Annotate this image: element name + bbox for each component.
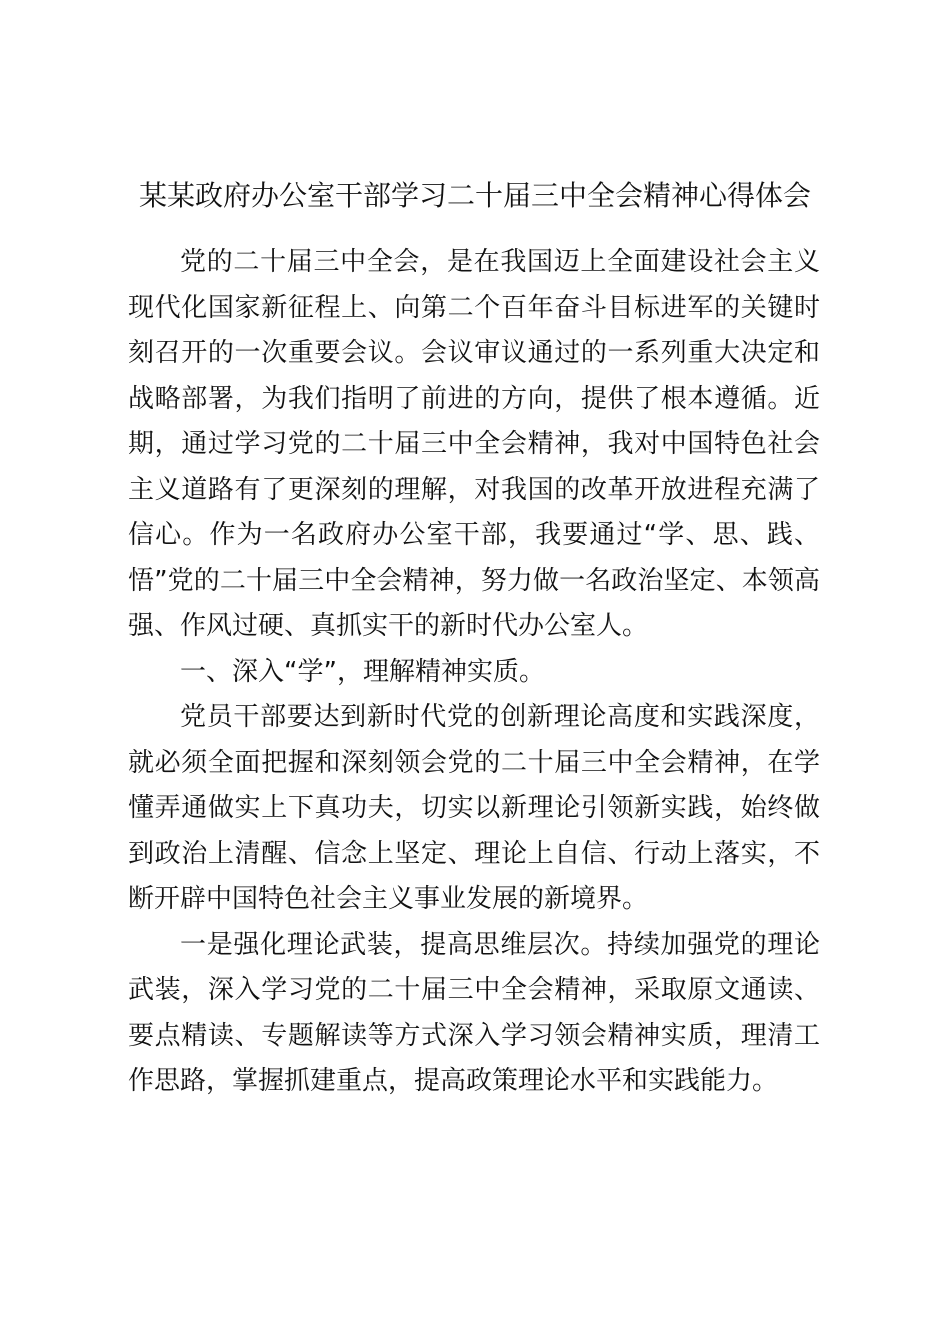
- point-paragraph: 一是强化理论武装，提高思维层次。持续加强党的理论武装，深入学习党的二十届三中全会精神，采取原文通读、要点精读、专题解读等方式深入学习领会精神实质，理清工作思路，掌握抓建重点，提高政策理论水平和实践能力。: [128, 929, 820, 1096]
- intro-paragraph: 党的二十届三中全会，是在我国迈上全面建设社会主义现代化国家新征程上、向第二个百年奋斗目标进军的关键时刻召开的一次重要会议。会议审议通过的一系列重大决定和战略部署，为我们指明了前进的方向，提供了根本遵循。近期，通过学习党的二十届三中全会精神，我对中国特色社会主义道路有了更深刻的理解，对我国的改革开放进程充满了信心。作为一名政府办公室干部，我要通过“学、思、践、悟”党的二十届三中全会精神，努力做一名政治坚定、本领高强、作风过硬、真抓实干的新时代办公室人。: [128, 247, 820, 641]
- document-body: [128, 240, 820, 1105]
- document-title: 某某政府办公室干部学习二十届三中全会精神心得体会: [138, 179, 811, 212]
- section-paragraph: 党员干部要达到新时代党的创新理论高度和实践深度，就必须全面把握和深刻领会党的二十届三中全会精神，在学懂弄通做实上下真功夫，切实以新理论引领新实践，始终做到政治上清醒、信念上坚定、理论上自信、行动上落实，不断开辟中国特色社会主义事业发展的新境界。: [128, 702, 820, 914]
- section-heading-learn: 一、深入“学”，理解精神实质。: [180, 656, 545, 687]
